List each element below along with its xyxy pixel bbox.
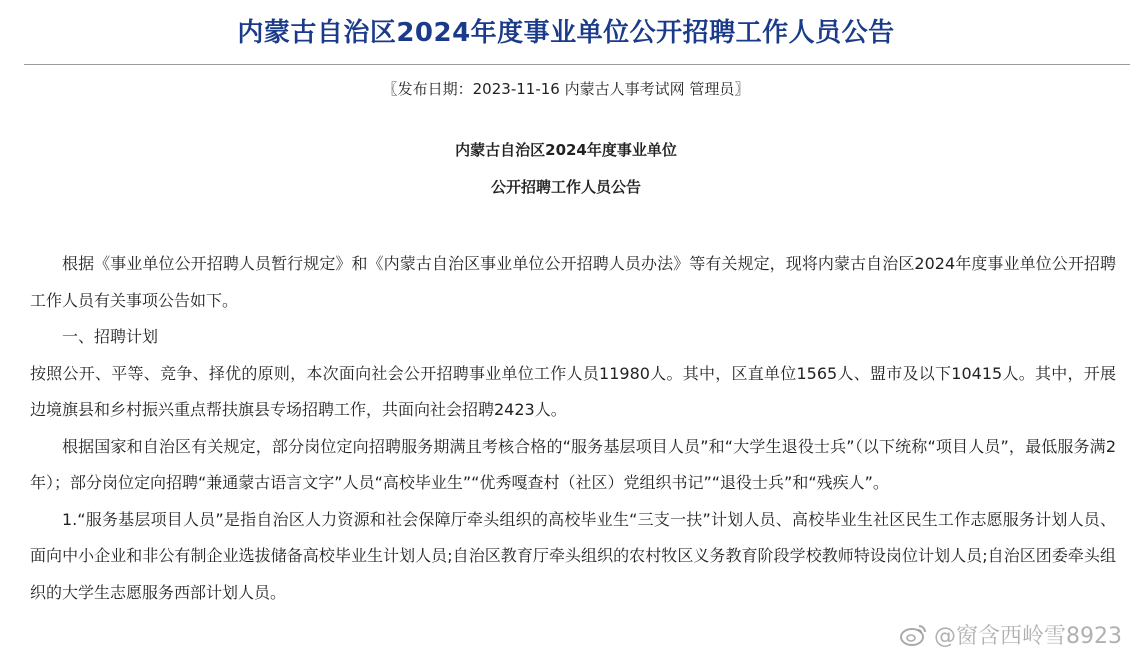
intro-paragraph: 根据《事业单位公开招聘人员暂行规定》和《内蒙古自治区事业单位公开招聘人员办法》等有关规定，现将内蒙古自治区2024年度事业单位公开招聘工作人员有关事项公告如下。 (30, 254, 1116, 310)
article-heading-line-1: 内蒙古自治区2024年度事业单位 (455, 141, 677, 159)
section-heading-recruitment-plan: 一、招聘计划 (62, 327, 159, 346)
service-personnel-definition-paragraph: 1.“服务基层项目人员”是指自治区人力资源和社会保障厅牵头组织的高校毕业生“三支一扶”计划人员、高校毕业生社区民生工作志愿服务计划人员、面向中小企业和非公有制企业选拔储备高校毕业生计划人员;自治区教育厅牵头组织的农村牧区义务教育阶段学校教师特设岗位计划人员;自治区团委牵头组织的大学生志愿服务西部计划人员。 (30, 509, 1116, 602)
watermark (900, 619, 1122, 650)
page-title: 内蒙古自治区2024年度事业单位公开招聘工作人员公告 (237, 18, 895, 48)
recruitment-numbers-paragraph: 按照公开、平等、竞争、择优的原则，本次面向社会公开招聘事业单位工作人员11980人。其中，区直单位1565人、盟市及以下10415人。其中，开展边境旗县和乡村振兴重点帮扶旗县专场招聘工作，共面向社会招聘2423人。 (30, 363, 1116, 419)
publish-info: 〖发布日期：2023-11-16 内蒙古人事考试网 管理员〗 (382, 80, 750, 98)
watermark-text: @窗含西岭雪8923 (934, 624, 1122, 649)
weibo-icon (900, 623, 928, 647)
title-divider (24, 64, 1130, 65)
article-heading-line-2: 公开招聘工作人员公告 (490, 178, 641, 196)
article-body (30, 246, 1116, 611)
targeted-recruitment-paragraph: 根据国家和自治区有关规定，部分岗位定向招聘服务期满且考核合格的“服务基层项目人员”和“大学生退役士兵”（以下统称“项目人员”，最低服务满2年）；部分岗位定向招聘“兼通蒙古语言文字”人员“高校毕业生”“优秀嘎查村（社区）党组织书记”“退役士兵”和“残疾人”。 (30, 436, 1116, 492)
